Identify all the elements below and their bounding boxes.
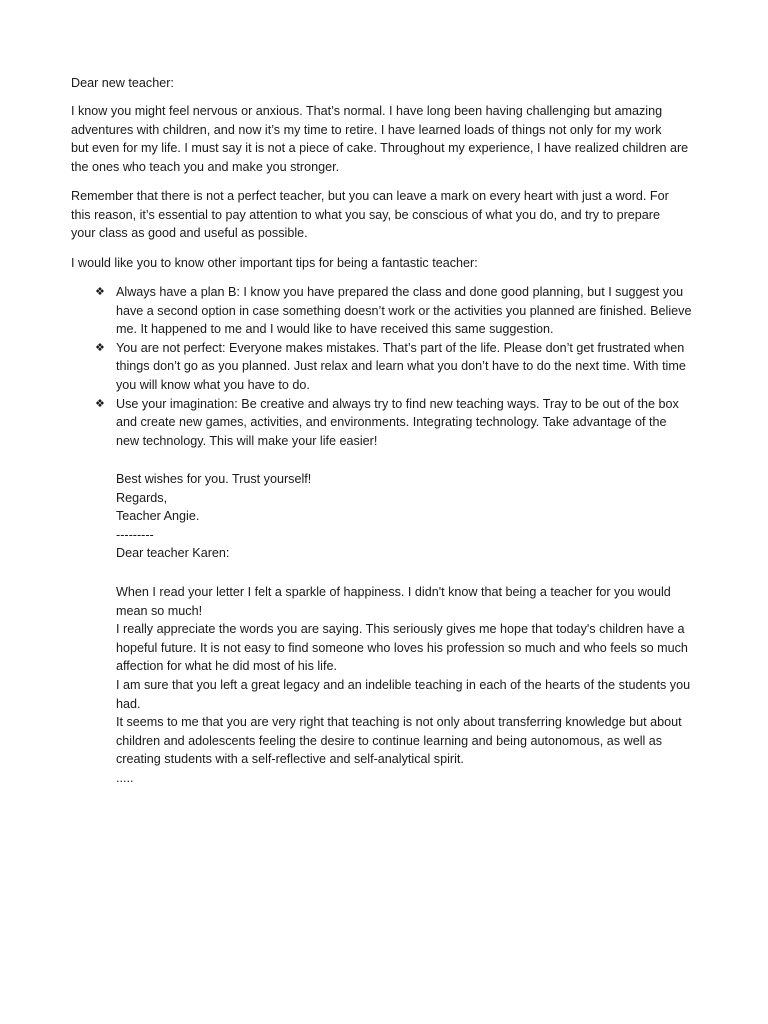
text-line: Always have a plan B: I know you have prepared the class and done good planning, but I suggest you [116, 285, 684, 299]
text-line: had. [116, 696, 141, 711]
list-item [95, 339, 715, 395]
list-item [95, 283, 715, 339]
text-line: Use your imagination: Be creative and always try to find new teaching ways. Tray to be out of the box [116, 396, 679, 411]
text-line: this reason, it’s essential to pay attention to what you say, be conscious of what you do, and try to prepare [71, 207, 660, 222]
paragraph-tips-intro [71, 254, 711, 273]
text-line: You are not perfect: Everyone makes mistakes. That’s part of the life. Please don’t get frustrated when [116, 340, 685, 355]
text-line: I am sure that you left a great legacy and an indelible teaching in each of the hearts of the students you [116, 677, 691, 692]
text-line: affection for what he did most of his life. [116, 659, 337, 674]
text-line: Regards, [116, 490, 168, 505]
paragraph-intro [71, 102, 711, 176]
text-line: Teacher Angie. [116, 509, 200, 524]
text-line: and create new games, activities, and environments. Integrating technology. Take advantage of the [116, 415, 667, 430]
text-line: children and adolescents feeling the desire to continue learning and being autonomous, as well as [116, 733, 663, 748]
text-line: Best wishes for you. Trust yourself! [116, 472, 312, 486]
text-line: things don’t go as you planned. Just relax and learn what you don’t have to do the next time. With time [116, 359, 686, 374]
text-line: ..... [116, 770, 134, 785]
text-line: creating students with a self-reflective and self-analytical spirit. [116, 752, 464, 767]
text-line: I would like you to know other important tips for being a fantastic teacher: [71, 256, 478, 270]
text-line: I really appreciate the words you are saying. This seriously gives me hope that today's children have a [116, 622, 685, 637]
text-line: When I read your letter I felt a sparkle of happiness. I didn't know that being a teacher for you would [116, 585, 671, 599]
diamond-bullet-icon: ❖ [95, 340, 105, 354]
text-line: me. It happened to me and I would like to have received this same suggestion. [116, 322, 554, 337]
text-line: mean so much! [116, 603, 203, 618]
letter-closing [116, 470, 716, 563]
text-line: your class as good and useful as possible. [71, 226, 308, 241]
text-line: hopeful future. It is not easy to find someone who loves his profession so much and who feels so much [116, 640, 688, 655]
text-line: Remember that there is not a perfect teacher, but you can leave a mark on every heart with just a word. For [71, 189, 669, 203]
text-line: I know you might feel nervous or anxious. That’s normal. I have long been having challenging but amazing [71, 104, 663, 118]
text-line: the ones who teach you and make you stronger. [71, 159, 340, 174]
text-line: --------- [116, 527, 154, 542]
reply-greeting: Dear teacher Karen: [116, 546, 230, 561]
paragraph-perfect-teacher [71, 187, 711, 243]
list-item [95, 395, 715, 451]
reply-letter [116, 583, 716, 788]
greeting-text: Dear new teacher: [71, 76, 174, 90]
text-line: you will know what you have to do. [116, 377, 310, 392]
text-line: but even for my life. I must say it is not a piece of cake. Throughout my experience, I have realized children are [71, 141, 689, 156]
text-line: have a second option in case something doesn’t work or the activities you planned are finished. Believe [116, 303, 692, 318]
text-line: It seems to me that you are very right that teaching is not only about transferring knowledge but about [116, 715, 682, 730]
diamond-bullet-icon: ❖ [95, 396, 105, 410]
diamond-bullet-icon: ❖ [95, 285, 105, 298]
tips-list [95, 283, 715, 450]
text-line: new technology. This will make your life easier! [116, 433, 378, 448]
letter-greeting [71, 74, 711, 93]
text-line: adventures with children, and now it’s my time to retire. I have learned loads of things not only for my work [71, 122, 662, 137]
